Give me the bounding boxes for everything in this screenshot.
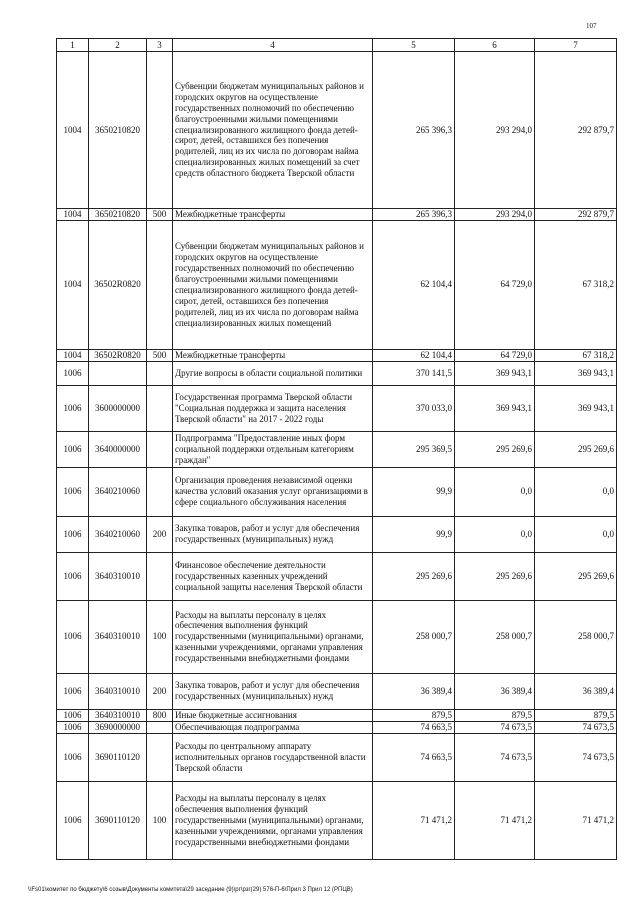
cell-code: 3650210820 bbox=[89, 52, 147, 209]
cell-type: 500 bbox=[147, 349, 173, 361]
table-row bbox=[57, 552, 617, 600]
cell-section: 1006 bbox=[57, 431, 89, 467]
cell-name: Расходы на выплаты персоналу в целях обеспечения выполнения функций государственными (муниципальными) органами, казенными учреждениями, органами управления государственными внебюджетными фондами bbox=[173, 600, 373, 673]
header-col-4: 4 bbox=[173, 39, 373, 52]
cell-type bbox=[147, 733, 173, 781]
cell-value-5: 99,9 bbox=[373, 467, 455, 516]
cell-value-7: 67 318,2 bbox=[535, 220, 617, 349]
cell-value-6: 879,5 bbox=[455, 709, 535, 721]
cell-code: 3640310010 bbox=[89, 709, 147, 721]
cell-type bbox=[147, 52, 173, 209]
header-row bbox=[57, 39, 617, 52]
table-row bbox=[57, 361, 617, 385]
cell-section: 1006 bbox=[57, 721, 89, 733]
cell-value-6: 0,0 bbox=[455, 516, 535, 552]
cell-code: 36502R0820 bbox=[89, 349, 147, 361]
cell-value-5: 99,9 bbox=[373, 516, 455, 552]
cell-value-5: 370 141,5 bbox=[373, 361, 455, 385]
table-row bbox=[57, 349, 617, 361]
cell-section: 1006 bbox=[57, 467, 89, 516]
cell-value-5: 258 000,7 bbox=[373, 600, 455, 673]
cell-value-7: 369 943,1 bbox=[535, 385, 617, 431]
cell-name: Иные бюджетные ассигнования bbox=[173, 709, 373, 721]
cell-value-5: 295 369,5 bbox=[373, 431, 455, 467]
cell-name: Подпрограмма "Предоставление иных форм социальной поддержки отдельным категориям граждан" bbox=[173, 431, 373, 467]
cell-type bbox=[147, 431, 173, 467]
cell-name: Расходы на выплаты персоналу в целях обеспечения выполнения функций государственными (муниципальными) органами, казенными учреждениями, органами управления государственными внебюджетными фондами bbox=[173, 781, 373, 859]
cell-name: Субвенции бюджетам муниципальных районов и городских округов на осуществление государственных полномочий по обеспечению благоустроенными жилыми помещениями специализированного жилищного фонда детей-сирот, детей, оставшихся без попечения родителей, лиц из их числа по договорам найма специализированных жилых помещений за счет средств областного бюджета Тверской области bbox=[173, 52, 373, 209]
cell-value-7: 295 269,6 bbox=[535, 552, 617, 600]
cell-type: 100 bbox=[147, 781, 173, 859]
cell-name: Закупка товаров, работ и услуг для обеспечения государственных (муниципальных) нужд bbox=[173, 516, 373, 552]
cell-value-5: 71 471,2 bbox=[373, 781, 455, 859]
cell-value-7: 292 879,7 bbox=[535, 209, 617, 221]
cell-value-7: 292 879,7 bbox=[535, 52, 617, 209]
cell-code: 3690110120 bbox=[89, 733, 147, 781]
table-row bbox=[57, 709, 617, 721]
cell-section: 1006 bbox=[57, 552, 89, 600]
cell-value-5: 74 663,5 bbox=[373, 721, 455, 733]
cell-value-7: 258 000,7 bbox=[535, 600, 617, 673]
budget-table bbox=[56, 38, 617, 860]
cell-section: 1004 bbox=[57, 52, 89, 209]
header-col-1: 1 bbox=[57, 39, 89, 52]
cell-value-7: 36 389,4 bbox=[535, 673, 617, 709]
cell-code: 3650210820 bbox=[89, 209, 147, 221]
header-col-2: 2 bbox=[89, 39, 147, 52]
cell-code: 3640210060 bbox=[89, 467, 147, 516]
cell-section: 1004 bbox=[57, 220, 89, 349]
cell-section: 1006 bbox=[57, 385, 89, 431]
cell-value-7: 74 673,5 bbox=[535, 733, 617, 781]
cell-name: Закупка товаров, работ и услуг для обеспечения государственных (муниципальных) нужд bbox=[173, 673, 373, 709]
cell-value-5: 879,5 bbox=[373, 709, 455, 721]
cell-code: 3640310010 bbox=[89, 600, 147, 673]
cell-value-6: 0,0 bbox=[455, 467, 535, 516]
cell-code: 3640000000 bbox=[89, 431, 147, 467]
cell-name: Расходы по центральному аппарату исполнительных органов государственной власти Тверской области bbox=[173, 733, 373, 781]
cell-value-6: 64 729,0 bbox=[455, 220, 535, 349]
header-col-7: 7 bbox=[535, 39, 617, 52]
cell-type: 800 bbox=[147, 709, 173, 721]
cell-value-5: 265 396,3 bbox=[373, 52, 455, 209]
cell-type bbox=[147, 385, 173, 431]
table-row bbox=[57, 600, 617, 673]
cell-section: 1006 bbox=[57, 673, 89, 709]
cell-type bbox=[147, 467, 173, 516]
cell-type: 500 bbox=[147, 209, 173, 221]
header-col-5: 5 bbox=[373, 39, 455, 52]
cell-code: 36502R0820 bbox=[89, 220, 147, 349]
cell-value-6: 295 269,6 bbox=[455, 431, 535, 467]
cell-value-6: 295 269,6 bbox=[455, 552, 535, 600]
cell-code: 3690000000 bbox=[89, 721, 147, 733]
cell-name: Государственная программа Тверской области "Социальная поддержка и защита населения Тверской области" на 2017 - 2022 годы bbox=[173, 385, 373, 431]
footer-file-path: \\Fs01\комитет по бюджету\6 созыв\Документы комитета\29 заседание (9)\рг\рзг(29) 576-П-6\Прил 3 Прил 12 (РПЦВ) bbox=[28, 887, 353, 893]
cell-type bbox=[147, 361, 173, 385]
cell-value-6: 293 294,0 bbox=[455, 52, 535, 209]
cell-value-5: 62 104,4 bbox=[373, 349, 455, 361]
table-row bbox=[57, 516, 617, 552]
table-row bbox=[57, 385, 617, 431]
cell-value-7: 71 471,2 bbox=[535, 781, 617, 859]
cell-section: 1006 bbox=[57, 516, 89, 552]
cell-value-5: 62 104,4 bbox=[373, 220, 455, 349]
cell-section: 1006 bbox=[57, 709, 89, 721]
cell-value-5: 36 389,4 bbox=[373, 673, 455, 709]
cell-section: 1006 bbox=[57, 361, 89, 385]
header-col-3: 3 bbox=[147, 39, 173, 52]
cell-type bbox=[147, 552, 173, 600]
cell-value-6: 258 000,7 bbox=[455, 600, 535, 673]
table-row bbox=[57, 209, 617, 221]
cell-value-7: 295 269,6 bbox=[535, 431, 617, 467]
cell-code: 3600000000 bbox=[89, 385, 147, 431]
cell-value-7: 74 673,5 bbox=[535, 721, 617, 733]
cell-name: Межбюджетные трансферты bbox=[173, 209, 373, 221]
table-row bbox=[57, 721, 617, 733]
cell-value-5: 265 396,3 bbox=[373, 209, 455, 221]
cell-code: 3690110120 bbox=[89, 781, 147, 859]
table-row bbox=[57, 733, 617, 781]
cell-value-5: 370 033,0 bbox=[373, 385, 455, 431]
cell-type: 100 bbox=[147, 600, 173, 673]
table-row bbox=[57, 220, 617, 349]
cell-value-6: 64 729,0 bbox=[455, 349, 535, 361]
cell-code: 3640310010 bbox=[89, 552, 147, 600]
table-row bbox=[57, 467, 617, 516]
cell-name: Субвенции бюджетам муниципальных районов и городских округов на осуществление государственных полномочий по обеспечению благоустроенными жилыми помещениями специализированного жилищного фонда детей-сирот, детей, оставшихся без попечения родителей, лиц из их числа по договорам найма специализированных жилых помещений bbox=[173, 220, 373, 349]
cell-value-6: 74 673,5 bbox=[455, 733, 535, 781]
cell-section: 1006 bbox=[57, 733, 89, 781]
cell-value-6: 74 673,5 bbox=[455, 721, 535, 733]
cell-type: 200 bbox=[147, 673, 173, 709]
table-row bbox=[57, 431, 617, 467]
cell-section: 1004 bbox=[57, 209, 89, 221]
cell-value-6: 71 471,2 bbox=[455, 781, 535, 859]
cell-name: Организация проведения независимой оценки качества условий оказания услуг организациями в сфере социального обслуживания населения bbox=[173, 467, 373, 516]
cell-section: 1006 bbox=[57, 600, 89, 673]
cell-value-7: 67 318,2 bbox=[535, 349, 617, 361]
cell-value-7: 369 943,1 bbox=[535, 361, 617, 385]
cell-code: 3640210060 bbox=[89, 516, 147, 552]
cell-name: Другие вопросы в области социальной политики bbox=[173, 361, 373, 385]
cell-section: 1004 bbox=[57, 349, 89, 361]
table-row bbox=[57, 52, 617, 209]
cell-code: 3640310010 bbox=[89, 673, 147, 709]
cell-value-5: 295 269,6 bbox=[373, 552, 455, 600]
cell-name: Финансовое обеспечение деятельности государственных казенных учреждений социальной защиты населения Тверской области bbox=[173, 552, 373, 600]
cell-value-6: 369 943,1 bbox=[455, 361, 535, 385]
cell-code bbox=[89, 361, 147, 385]
cell-type bbox=[147, 721, 173, 733]
cell-value-7: 879,5 bbox=[535, 709, 617, 721]
cell-name: Межбюджетные трансферты bbox=[173, 349, 373, 361]
cell-type bbox=[147, 220, 173, 349]
cell-name: Обеспечивающая подпрограмма bbox=[173, 721, 373, 733]
cell-section: 1006 bbox=[57, 781, 89, 859]
page-number: 107 bbox=[586, 22, 597, 30]
cell-type: 200 bbox=[147, 516, 173, 552]
cell-value-6: 36 389,4 bbox=[455, 673, 535, 709]
cell-value-6: 293 294,0 bbox=[455, 209, 535, 221]
cell-value-5: 74 663,5 bbox=[373, 733, 455, 781]
table-row bbox=[57, 781, 617, 859]
cell-value-6: 369 943,1 bbox=[455, 385, 535, 431]
header-col-6: 6 bbox=[455, 39, 535, 52]
cell-value-7: 0,0 bbox=[535, 516, 617, 552]
cell-value-7: 0,0 bbox=[535, 467, 617, 516]
table-row bbox=[57, 673, 617, 709]
